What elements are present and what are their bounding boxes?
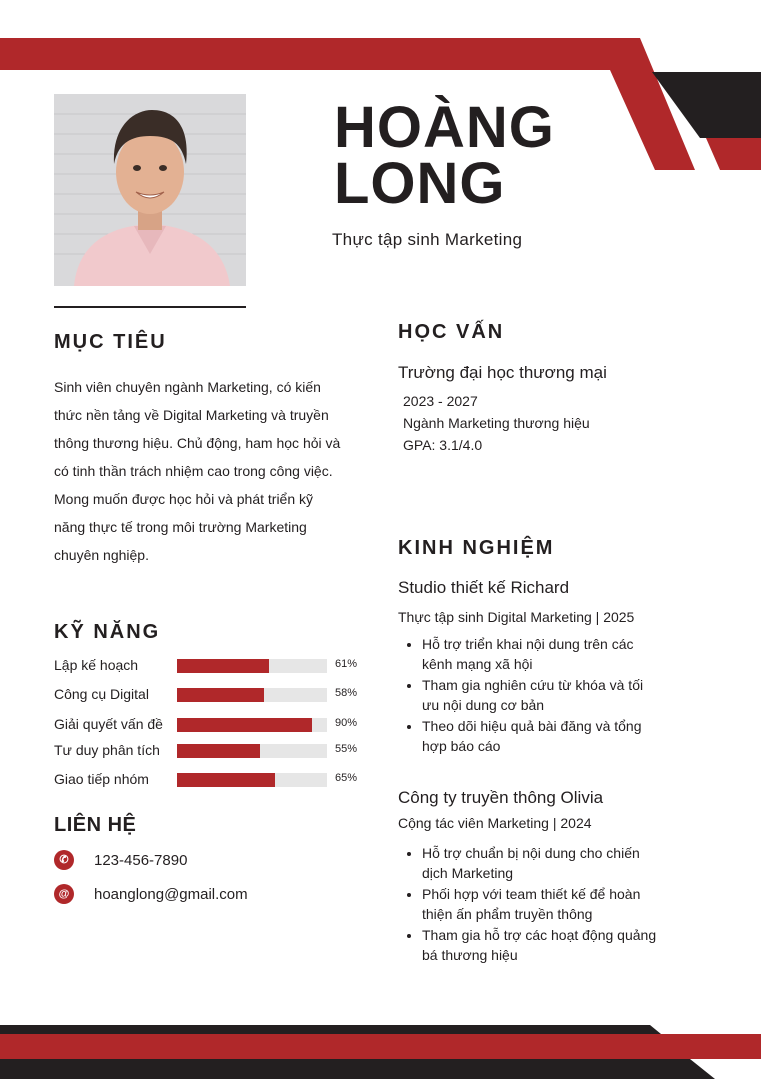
name-line-2: LONG	[334, 151, 506, 216]
candidate-name	[334, 95, 555, 216]
skill-bar-track	[177, 688, 327, 702]
skill-bar-track	[177, 718, 327, 732]
skill-percent: 58%	[335, 687, 358, 699]
skill-label: Tư duy phân tích	[54, 742, 160, 758]
education-heading: HỌC VẤN	[398, 321, 505, 343]
list-item: • Tham gia nghiên cứu từ khóa và tối ưu nội dung cơ bản	[422, 675, 662, 715]
education-major: Ngành Marketing thương hiệu	[403, 415, 590, 431]
skill-bar-track	[177, 744, 327, 758]
skill-percent: 90%	[335, 717, 358, 729]
skill-label: Giải quyết vấn đề	[54, 716, 163, 732]
contact-phone[interactable]: 123-456-7890	[94, 852, 188, 869]
skill-percent: 61%	[335, 658, 358, 670]
skill-bar-track	[177, 773, 327, 787]
skill-bar-fill	[177, 744, 260, 758]
skill-row	[54, 685, 374, 707]
education-years: 2023 - 2027	[403, 393, 478, 409]
name-line-1: HOÀNG	[334, 95, 555, 160]
skill-row	[54, 715, 374, 737]
list-item: • Theo dõi hiệu quả bài đăng và tổng hợp báo cáo	[422, 716, 662, 756]
education-school: Trường đại học thương mại	[398, 363, 607, 382]
list-item: • Phối hợp với team thiết kế để hoàn thiện ấn phẩm truyền thông	[422, 884, 662, 924]
skill-percent: 55%	[335, 743, 358, 755]
job-company: Studio thiết kế Richard	[398, 578, 570, 597]
skill-row	[54, 656, 374, 678]
contact-email[interactable]: hoanglong@gmail.com	[94, 886, 248, 903]
contact-heading: LIÊN HỆ	[54, 814, 137, 836]
job-bullet-list	[398, 634, 662, 757]
list-item: • Tham gia hỗ trợ các hoạt động quảng bá thương hiệu	[422, 925, 662, 965]
footer-decoration	[0, 1022, 761, 1079]
job-role: Cộng tác viên Marketing | 2024	[398, 815, 592, 831]
skill-row	[54, 770, 374, 792]
objective-text: Sinh viên chuyên ngành Marketing, có kiến thức nền tảng về Digital Marketing và truyền thông thương hiệu. Chủ động, ham học hỏi và có tinh thần trách nhiệm cao trong công việc. Mong muốn được học hỏi và phát triển kỹ năng thực tế trong môi trường Marketing chuyên nghiệp.	[54, 379, 341, 563]
job-role: Thực tập sinh Digital Marketing | 2025	[398, 609, 635, 625]
list-item: • Hỗ trợ chuẩn bị nội dung cho chiến dịch Marketing	[422, 843, 662, 883]
education-gpa: GPA: 3.1/4.0	[403, 437, 483, 453]
skill-bar-fill	[177, 718, 312, 732]
profile-photo	[54, 94, 246, 286]
skill-label: Giao tiếp nhóm	[54, 771, 149, 787]
skill-bar-fill	[177, 773, 275, 787]
skill-bar-fill	[177, 688, 264, 702]
email-icon: @	[54, 884, 74, 904]
skill-label: Công cụ Digital	[54, 686, 149, 702]
list-item: • Hỗ trợ triển khai nội dung trên các kênh mạng xã hội	[422, 634, 662, 674]
phone-icon: ✆	[54, 850, 74, 870]
skill-bar-fill	[177, 659, 269, 673]
objective-heading: MỤC TIÊU	[54, 331, 167, 353]
skill-bar-track	[177, 659, 327, 673]
job-bullet-list	[398, 843, 662, 966]
skills-heading: KỸ NĂNG	[54, 621, 161, 643]
job-subtitle: Thực tập sinh Marketing	[332, 230, 523, 249]
experience-heading: KINH NGHIỆM	[398, 537, 555, 559]
section-divider	[54, 306, 246, 308]
skill-row	[54, 741, 374, 763]
skill-label: Lập kế hoạch	[54, 657, 139, 673]
skill-percent: 65%	[335, 772, 358, 784]
job-company: Công ty truyền thông Olivia	[398, 788, 604, 807]
